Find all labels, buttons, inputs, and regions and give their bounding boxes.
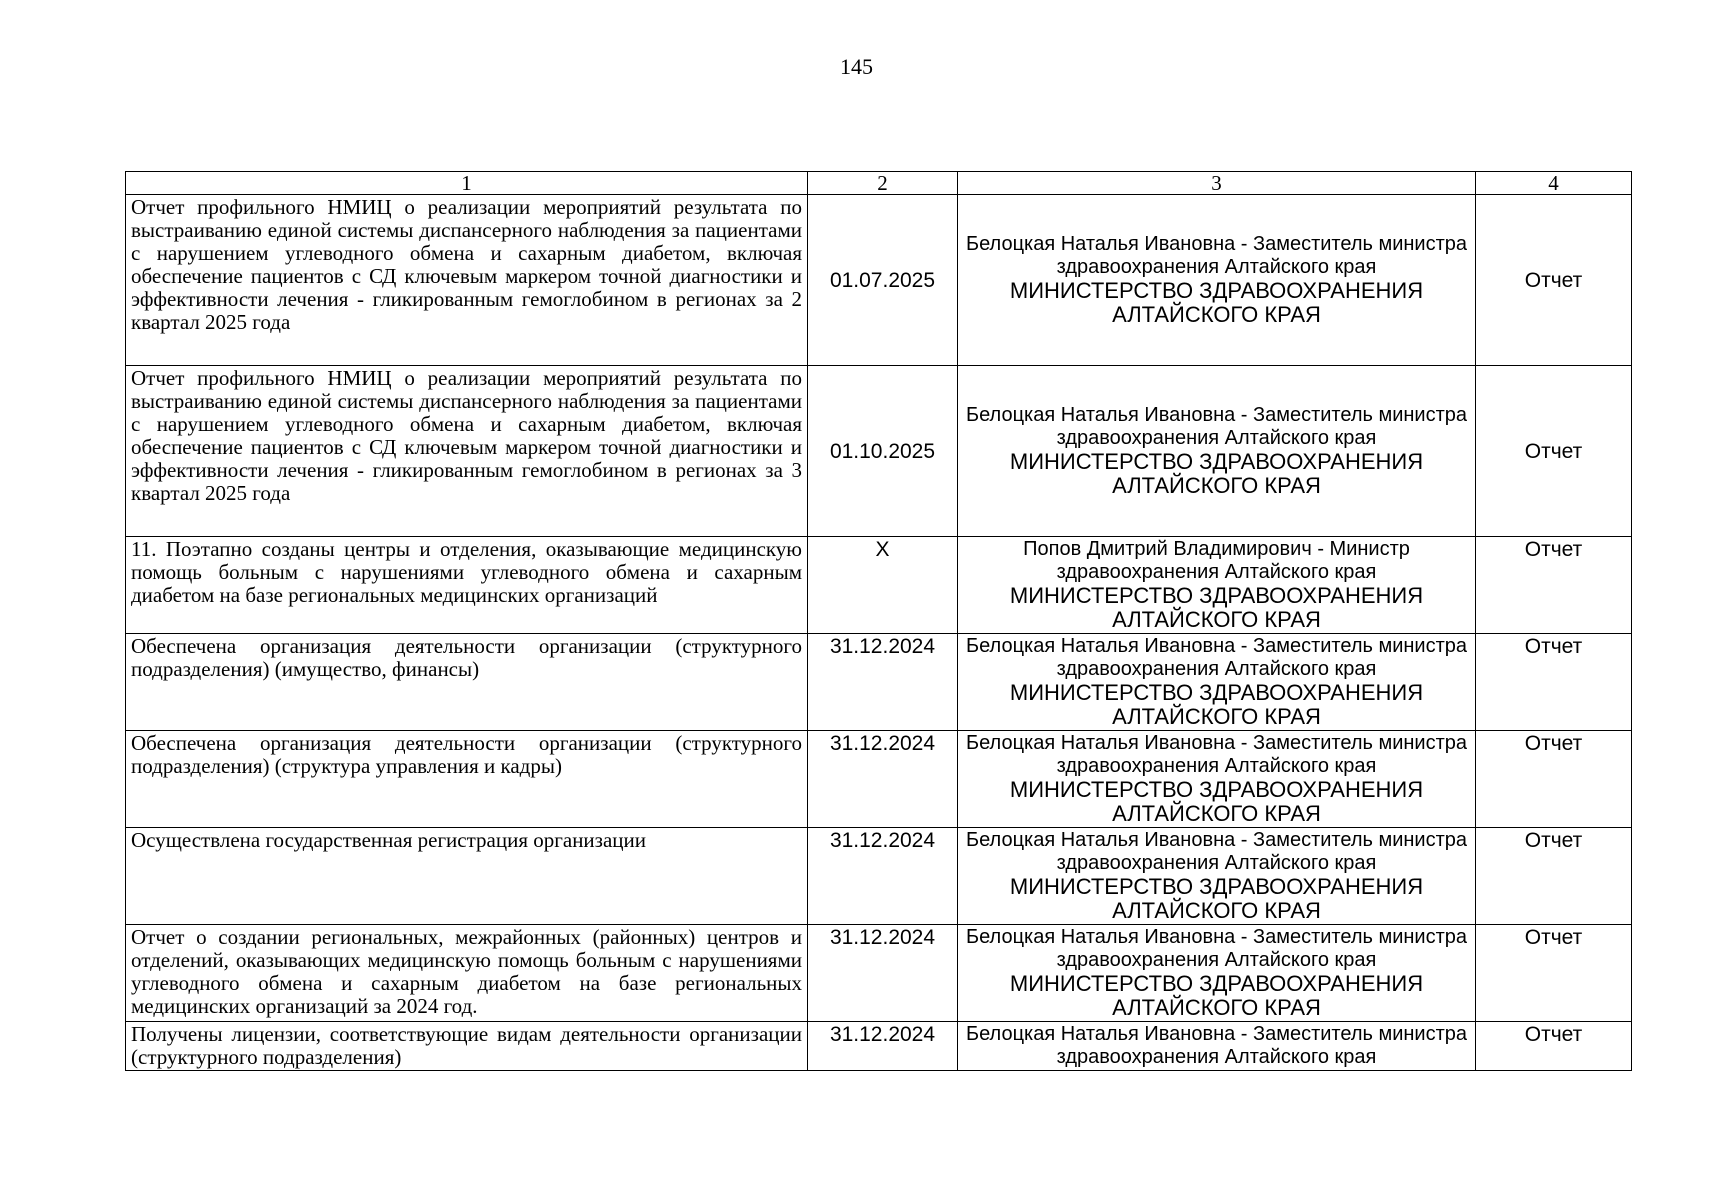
row-date: 31.12.2024 [808, 1022, 958, 1071]
table-header-row [126, 172, 1632, 195]
row-document-type: Отчет [1476, 731, 1632, 828]
column-header-3: 3 [958, 172, 1476, 195]
row-document-type: Отчет [1476, 925, 1632, 1022]
row-responsible [958, 537, 1476, 634]
row-document-type: Отчет [1476, 366, 1632, 537]
row-description: Обеспечена организация деятельности организации (структурного подразделения) (имущество, финансы) [126, 634, 808, 731]
responsible-person: Белоцкая Наталья Ивановна - Заместитель министра здравоохранения Алтайского края [965, 732, 1468, 777]
responsible-person: Белоцкая Наталья Ивановна - Заместитель министра здравоохранения Алтайского края [965, 926, 1468, 971]
row-responsible [958, 1022, 1476, 1071]
row-responsible [958, 731, 1476, 828]
responsible-organization: МИНИСТЕРСТВО ЗДРАВООХРАНЕНИЯ АЛТАЙСКОГО КРАЯ [1009, 680, 1424, 729]
row-date: 31.12.2024 [808, 925, 958, 1022]
row-description: Обеспечена организация деятельности организации (структурного подразделения) (структура управления и кадры) [126, 731, 808, 828]
table-row [126, 195, 1632, 366]
row-description: Получены лицензии, соответствующие видам деятельности организации (структурного подразделения) [126, 1022, 808, 1071]
row-responsible [958, 195, 1476, 366]
responsible-person: Белоцкая Наталья Ивановна - Заместитель министра здравоохранения Алтайского края [965, 635, 1468, 680]
responsible-person: Белоцкая Наталья Ивановна - Заместитель министра здравоохранения Алтайского края [965, 404, 1468, 449]
row-description: 11. Поэтапно созданы центры и отделения, оказывающие медицинскую помощь больным с нарушениями углеводного обмена и сахарным диабетом на базе региональных медицинских организаций [126, 537, 808, 634]
table-row [126, 828, 1632, 925]
row-date: 01.07.2025 [808, 195, 958, 366]
row-description: Осуществлена государственная регистрация организации [126, 828, 808, 925]
table-row [126, 366, 1632, 537]
row-responsible [958, 925, 1476, 1022]
row-date: 31.12.2024 [808, 634, 958, 731]
responsible-organization: МИНИСТЕРСТВО ЗДРАВООХРАНЕНИЯ АЛТАЙСКОГО КРАЯ [1009, 971, 1424, 1020]
responsible-organization: МИНИСТЕРСТВО ЗДРАВООХРАНЕНИЯ АЛТАЙСКОГО КРАЯ [1009, 278, 1424, 327]
responsible-organization: МИНИСТЕРСТВО ЗДРАВООХРАНЕНИЯ АЛТАЙСКОГО КРАЯ [1009, 777, 1424, 826]
responsible-person: Попов Дмитрий Владимирович - Министр здравоохранения Алтайского края [1023, 538, 1410, 583]
row-document-type: Отчет [1476, 828, 1632, 925]
table-row [126, 731, 1632, 828]
row-date: 31.12.2024 [808, 731, 958, 828]
responsible-organization: МИНИСТЕРСТВО ЗДРАВООХРАНЕНИЯ АЛТАЙСКОГО КРАЯ [1009, 449, 1424, 498]
row-document-type: Отчет [1476, 537, 1632, 634]
row-description: Отчет профильного НМИЦ о реализации мероприятий результата по выстраиванию единой системы диспансерного наблюдения за пациентами с нарушением углеводного обмена и сахарным диабетом, включая обеспечение пациентов с СД ключевым маркером точной диагностики и эффективности лечения - гликированным гемоглобином в регионах за 2 квартал 2025 года [126, 195, 808, 366]
row-responsible [958, 828, 1476, 925]
row-description: Отчет о создании региональных, межрайонных (районных) центров и отделений, оказывающих медицинскую помощь больным с нарушениями углеводного обмена и сахарным диабетом на базе региональных медицинских организаций за 2024 год. [126, 925, 808, 1022]
responsible-person: Белоцкая Наталья Ивановна - Заместитель министра здравоохранения Алтайского края [965, 1023, 1468, 1068]
row-description: Отчет профильного НМИЦ о реализации мероприятий результата по выстраиванию единой системы диспансерного наблюдения за пациентами с нарушением углеводного обмена и сахарным диабетом, включая обеспечение пациентов с СД ключевым маркером точной диагностики и эффективности лечения - гликированным гемоглобином в регионах за 3 квартал 2025 года [126, 366, 808, 537]
row-date: 31.12.2024 [808, 828, 958, 925]
table-row [126, 634, 1632, 731]
page-number: 145 [840, 54, 873, 79]
row-date: X [808, 537, 958, 634]
table-row [126, 1022, 1632, 1071]
row-document-type: Отчет [1476, 1022, 1632, 1071]
row-document-type: Отчет [1476, 634, 1632, 731]
column-header-1: 1 [126, 172, 808, 195]
control-points-table [125, 171, 1632, 1071]
responsible-person: Белоцкая Наталья Ивановна - Заместитель министра здравоохранения Алтайского края [965, 829, 1468, 874]
responsible-person: Белоцкая Наталья Ивановна - Заместитель министра здравоохранения Алтайского края [965, 233, 1468, 278]
column-header-2: 2 [808, 172, 958, 195]
row-responsible [958, 366, 1476, 537]
table-row [126, 537, 1632, 634]
row-responsible [958, 634, 1476, 731]
row-date: 01.10.2025 [808, 366, 958, 537]
responsible-organization: МИНИСТЕРСТВО ЗДРАВООХРАНЕНИЯ АЛТАЙСКОГО КРАЯ [1009, 583, 1424, 632]
column-header-4: 4 [1476, 172, 1632, 195]
table-row [126, 925, 1632, 1022]
responsible-organization: МИНИСТЕРСТВО ЗДРАВООХРАНЕНИЯ АЛТАЙСКОГО КРАЯ [1009, 874, 1424, 923]
row-document-type: Отчет [1476, 195, 1632, 366]
